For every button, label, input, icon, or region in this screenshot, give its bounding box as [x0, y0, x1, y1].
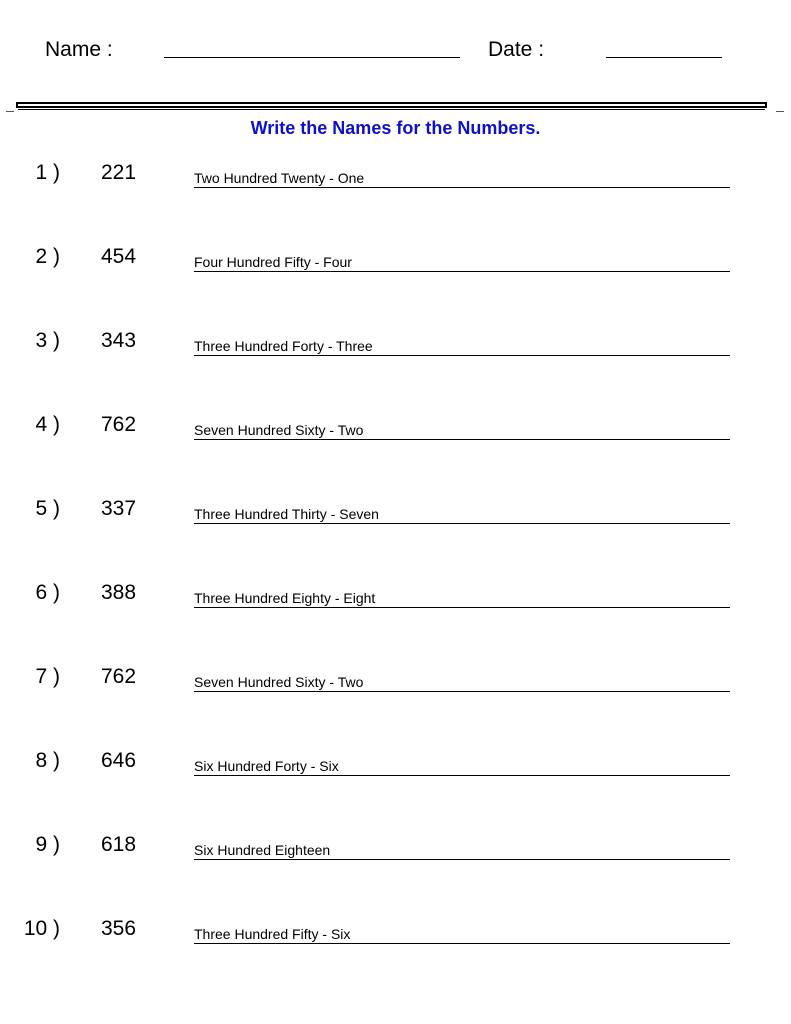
- problem-row: [0, 161, 791, 191]
- problem-label: 2 ): [35, 245, 60, 268]
- answer-line: [194, 254, 730, 272]
- problem-label: 6 ): [35, 581, 60, 604]
- answer-text: Six Hundred Eighteen: [194, 842, 331, 858]
- problem-number-value: 337: [101, 497, 137, 520]
- answer-line: [194, 590, 730, 608]
- answer-text: Three Hundred Forty - Three: [194, 338, 373, 354]
- answer-text: Seven Hundred Sixty - Two: [194, 422, 364, 438]
- answer-text: Two Hundred Twenty - One: [194, 170, 365, 186]
- problem-number-value: 762: [101, 665, 137, 688]
- problem-label: 9 ): [35, 833, 60, 856]
- problem-number-value: 646: [101, 749, 137, 772]
- answer-line: [194, 926, 730, 944]
- worksheet-title: Write the Names for the Numbers.: [250, 118, 541, 138]
- answer-text: Seven Hundred Sixty - Two: [194, 674, 364, 690]
- answer-line: [194, 842, 730, 860]
- problem-number-value: 762: [101, 413, 137, 436]
- problem-number-value: 343: [101, 329, 137, 352]
- problem-label: 1 ): [35, 161, 60, 184]
- problem-row: [0, 497, 791, 527]
- problem-number-value: 356: [101, 917, 137, 940]
- title-divider-bar: [16, 102, 767, 108]
- answer-line: [194, 674, 730, 692]
- answer-line: [194, 758, 730, 776]
- problem-label: 10 ): [23, 917, 60, 940]
- problem-row: [0, 833, 791, 863]
- problem-row: [0, 917, 791, 947]
- problem-label: 5 ): [35, 497, 60, 520]
- problem-row: [0, 329, 791, 359]
- problem-row: [0, 245, 791, 275]
- problem-number-value: 221: [101, 161, 137, 184]
- problem-label: 3 ): [35, 329, 60, 352]
- problem-row: [0, 665, 791, 695]
- date-label: Date :: [488, 38, 545, 61]
- answer-text: Six Hundred Forty - Six: [194, 758, 339, 774]
- date-field-line: [606, 57, 722, 58]
- answer-line: [194, 506, 730, 524]
- problem-label: 4 ): [35, 413, 60, 436]
- answer-text: Three Hundred Eighty - Eight: [194, 590, 376, 606]
- problem-row: [0, 749, 791, 779]
- problem-number-value: 454: [101, 245, 137, 268]
- problem-number-value: 618: [101, 833, 137, 856]
- answer-text: Three Hundred Fifty - Six: [194, 926, 351, 942]
- name-field-line: [164, 57, 460, 58]
- right-edge-mark: [776, 111, 784, 112]
- answer-line: [194, 422, 730, 440]
- name-label: Name :: [45, 38, 113, 61]
- problem-number-value: 388: [101, 581, 137, 604]
- answer-text: Three Hundred Thirty - Seven: [194, 506, 379, 522]
- problem-label: 7 ): [35, 665, 60, 688]
- problem-row: [0, 413, 791, 443]
- answer-line: [194, 170, 730, 188]
- left-edge-mark: [6, 111, 14, 112]
- problem-row: [0, 581, 791, 611]
- answer-line: [194, 338, 730, 356]
- answer-text: Four Hundred Fifty - Four: [194, 254, 352, 270]
- problem-label: 8 ): [35, 749, 60, 772]
